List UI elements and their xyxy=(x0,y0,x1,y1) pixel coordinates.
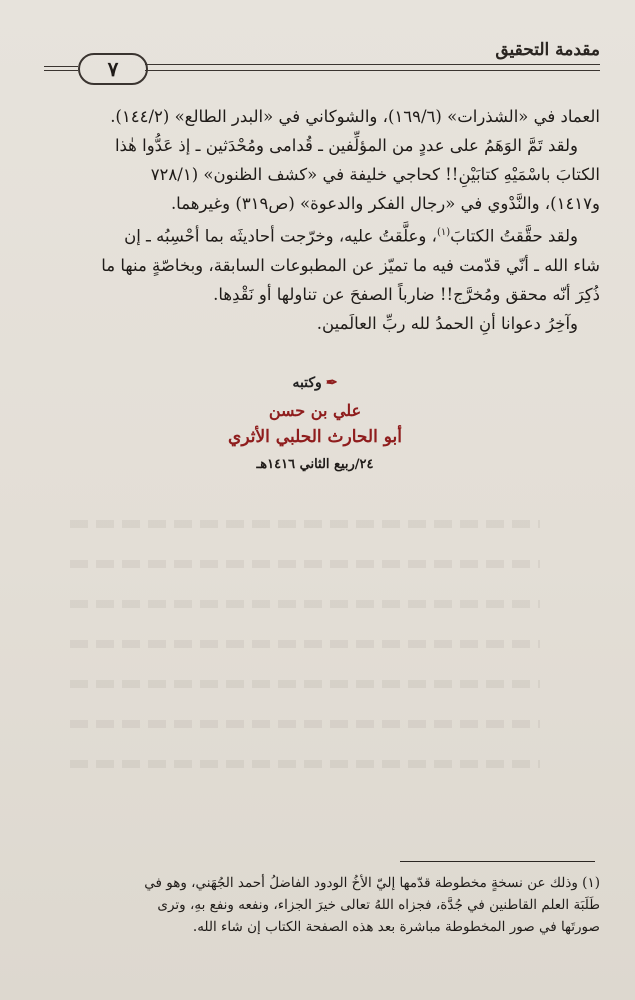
text-line: العماد في «الشذرات» (١٦٩/٦)، والشوكاني في «البدر الطالع» (١٤٤/٢). xyxy=(110,107,600,126)
show-through xyxy=(70,760,540,768)
footnote xyxy=(40,872,600,938)
text-line: شاء الله ـ أنّي قدّمت فيه ما تميّز عن المطبوعات السابقة، وبخاصّةٍ منها ما xyxy=(101,255,600,275)
footnote-label: (١) xyxy=(582,875,600,891)
text-line: ولقد حقَّقتُ الكتابَ$^{(١)}$، وعلَّقتُ عليه، وخرّجت أحاديثَه بما أحْسِبُه ـ إن xyxy=(124,226,578,246)
show-through xyxy=(70,600,540,608)
text-fragment: ولقد حقَّقتُ الكتابَ xyxy=(450,226,578,246)
author-name: علي بن حسن xyxy=(268,401,362,420)
text-line: وآخِرُ دعوانا أنِ الحمدُ لله ربِّ العالَمين. xyxy=(316,313,578,333)
text-fragment: وعلَّقتُ عليه، وخرّجت أحاديثَه بما أحْسِبُه ـ إن xyxy=(124,226,427,246)
footnote-line: صورتَها في صور المخطوطة مباشرة بعد هذه الصفحة الكتاب إن شاء الله. xyxy=(192,919,600,935)
footnote-text: وذلك عن نسخةٍ مخطوطة قدّمها إليّ الأخُ الودود الفاضلُ أحمد الجُهَني، وهو في xyxy=(144,875,578,891)
ornament-wing xyxy=(44,70,78,71)
page-number-text: ٧ xyxy=(107,57,119,81)
quill-icon: ✒ xyxy=(325,375,338,391)
running-title: مقدمة التحقيق xyxy=(495,40,600,60)
footnote-line: طَلَبَة العلم القاطنين في جُدَّة، فجزاه اللهُ تعالى خيرَ الجزاء، ونفعه ونفع بهِ، وترى xyxy=(157,897,600,913)
footnote-separator xyxy=(400,861,595,862)
page-header xyxy=(40,40,600,100)
show-through xyxy=(70,720,540,728)
page-number xyxy=(78,53,148,85)
ornament-wing xyxy=(44,66,78,67)
main-text xyxy=(40,102,600,338)
signature-intro-text: وكتبه xyxy=(292,375,322,391)
signature-date: ٢٤/ربيع الثاني ١٤١٦هـ xyxy=(256,457,374,472)
text-line: و١٤١٧)، والنَّدْوي في «رجال الفكر والدعوة» (ص٣١٩) وغيرهما. xyxy=(170,194,600,213)
footnote-line xyxy=(40,872,600,894)
show-through xyxy=(70,640,540,648)
text-line: ولقد تَمَّ الوَهَمُ على عددٍ من المؤلِّفين ـ قُدامى ومُحْدَثين ـ إذ عَدُّوا هٰذا xyxy=(114,136,578,155)
show-through xyxy=(70,560,540,568)
signature-block xyxy=(150,370,480,478)
text-line: ذُكِرَ أنّه محقق ومُخرَّج!! ضارباً الصفحَ عن تناولها أو نَقْدِها. xyxy=(213,284,600,304)
signature-intro xyxy=(150,370,480,397)
footnote-marker[interactable]: (١) xyxy=(436,227,451,238)
text-line: الكتابَ باسْمَيْهِ كتابَيْنِ!! كحاجي خليفة في «كشف الظنون» (٧٢٨/١ xyxy=(150,165,600,184)
author-kunya: أبو الحارث الحلبي الأثري xyxy=(228,427,402,447)
header-rule xyxy=(145,64,600,65)
show-through xyxy=(70,520,540,528)
header-rule xyxy=(145,70,600,71)
show-through xyxy=(70,680,540,688)
